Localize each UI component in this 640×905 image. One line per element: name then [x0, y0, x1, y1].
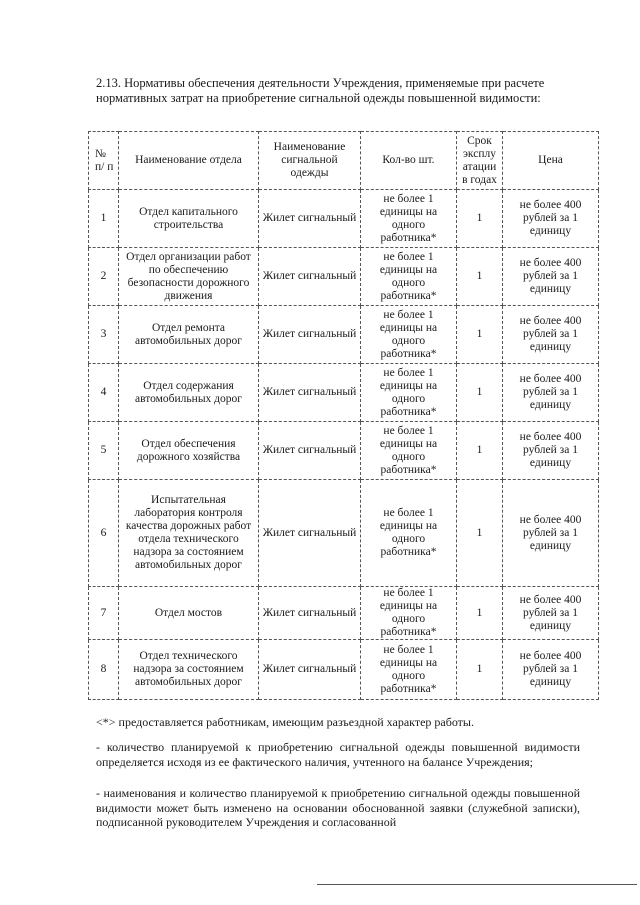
- cell-quantity: не более 1 единицы на одного работника*: [361, 422, 457, 480]
- cell-price: не более 400 рублей за 1 единицу: [503, 587, 599, 640]
- cell-department: Отдел мостов: [119, 587, 259, 640]
- header-quantity: Кол-во шт.: [361, 132, 457, 190]
- cell-department: Отдел организации работ по обеспечению безопасности дорожного движения: [119, 248, 259, 306]
- cell-term: 1: [457, 422, 503, 480]
- table-row: [89, 640, 599, 700]
- table-row: [89, 480, 599, 587]
- cell-clothing: Жилет сигнальный: [259, 306, 361, 364]
- header-department: Наименование отдела: [119, 132, 259, 190]
- norms-table: [88, 131, 599, 700]
- table-row: [89, 306, 599, 364]
- cell-price: не более 400 рублей за 1 единицу: [503, 422, 599, 480]
- cell-quantity: не более 1 единицы на одного работника*: [361, 364, 457, 422]
- cell-price: не более 400 рублей за 1 единицу: [503, 364, 599, 422]
- cell-term: 1: [457, 587, 503, 640]
- cell-num: 5: [89, 422, 119, 480]
- cell-department: Отдел технического надзора за состоянием автомобильных дорог: [119, 640, 259, 700]
- heading-line-1: 2.13. Нормативы обеспечения деятельности Учреждения, применяемые при расчете: [96, 76, 545, 90]
- cell-num: 7: [89, 587, 119, 640]
- header-term: Срок эксплу атации в годах: [457, 132, 503, 190]
- note-paragraph: - наименования и количество планируемой к приобретению сигнальной одежды повышенной видимости может быть изменено на основании обоснованной заявки (служебной записки), подписанной руководителем Учреждения и согласованной: [96, 786, 580, 829]
- cell-num: 3: [89, 306, 119, 364]
- cell-quantity: не более 1 единицы на одного работника*: [361, 587, 457, 640]
- cell-term: 1: [457, 640, 503, 700]
- cell-quantity: не более 1 единицы на одного работника*: [361, 480, 457, 587]
- cell-clothing: Жилет сигнальный: [259, 480, 361, 587]
- footer-rule: [317, 884, 637, 885]
- cell-clothing: Жилет сигнальный: [259, 364, 361, 422]
- section-heading: [96, 76, 576, 106]
- cell-clothing: Жилет сигнальный: [259, 190, 361, 248]
- cell-price: не более 400 рублей за 1 единицу: [503, 190, 599, 248]
- cell-department: Отдел ремонта автомобильных дорог: [119, 306, 259, 364]
- cell-quantity: не более 1 единицы на одного работника*: [361, 248, 457, 306]
- table-row: [89, 422, 599, 480]
- table-row: [89, 587, 599, 640]
- table-row: [89, 364, 599, 422]
- cell-term: 1: [457, 248, 503, 306]
- table-row: [89, 190, 599, 248]
- cell-clothing: Жилет сигнальный: [259, 640, 361, 700]
- cell-price: не более 400 рублей за 1 единицу: [503, 480, 599, 587]
- cell-department: Отдел содержания автомобильных дорог: [119, 364, 259, 422]
- cell-department: Отдел капитального строительства: [119, 190, 259, 248]
- cell-price: не более 400 рублей за 1 единицу: [503, 640, 599, 700]
- cell-term: 1: [457, 480, 503, 587]
- cell-quantity: не более 1 единицы на одного работника*: [361, 306, 457, 364]
- cell-quantity: не более 1 единицы на одного работника*: [361, 640, 457, 700]
- note-paragraph: - количество планируемой к приобретению сигнальной одежды повышенной видимости определяется исходя из ее фактического наличия, учтенного на балансе Учреждения;: [96, 740, 580, 769]
- cell-clothing: Жилет сигнальный: [259, 248, 361, 306]
- table-header-row: [89, 132, 599, 190]
- cell-num: 2: [89, 248, 119, 306]
- heading-line-2: нормативных затрат на приобретение сигнальной одежды повышенной видимости:: [96, 91, 541, 105]
- cell-num: 4: [89, 364, 119, 422]
- cell-num: 6: [89, 480, 119, 587]
- cell-price: не более 400 рублей за 1 единицу: [503, 248, 599, 306]
- table-row: [89, 248, 599, 306]
- header-num: № п/ п: [89, 132, 119, 190]
- cell-term: 1: [457, 364, 503, 422]
- cell-term: 1: [457, 190, 503, 248]
- cell-price: не более 400 рублей за 1 единицу: [503, 306, 599, 364]
- cell-clothing: Жилет сигнальный: [259, 422, 361, 480]
- header-price: Цена: [503, 132, 599, 190]
- header-clothing: Наименование сигнальной одежды: [259, 132, 361, 190]
- cell-department: Испытательная лаборатория контроля качества дорожных работ отдела технического надзора за состоянием автомобильных дорог: [119, 480, 259, 587]
- cell-clothing: Жилет сигнальный: [259, 587, 361, 640]
- cell-num: 1: [89, 190, 119, 248]
- cell-quantity: не более 1 единицы на одного работника*: [361, 190, 457, 248]
- cell-term: 1: [457, 306, 503, 364]
- cell-num: 8: [89, 640, 119, 700]
- footnote: <*> предоставляется работникам, имеющим разъездной характер работы.: [96, 715, 474, 729]
- cell-department: Отдел обеспечения дорожного хозяйства: [119, 422, 259, 480]
